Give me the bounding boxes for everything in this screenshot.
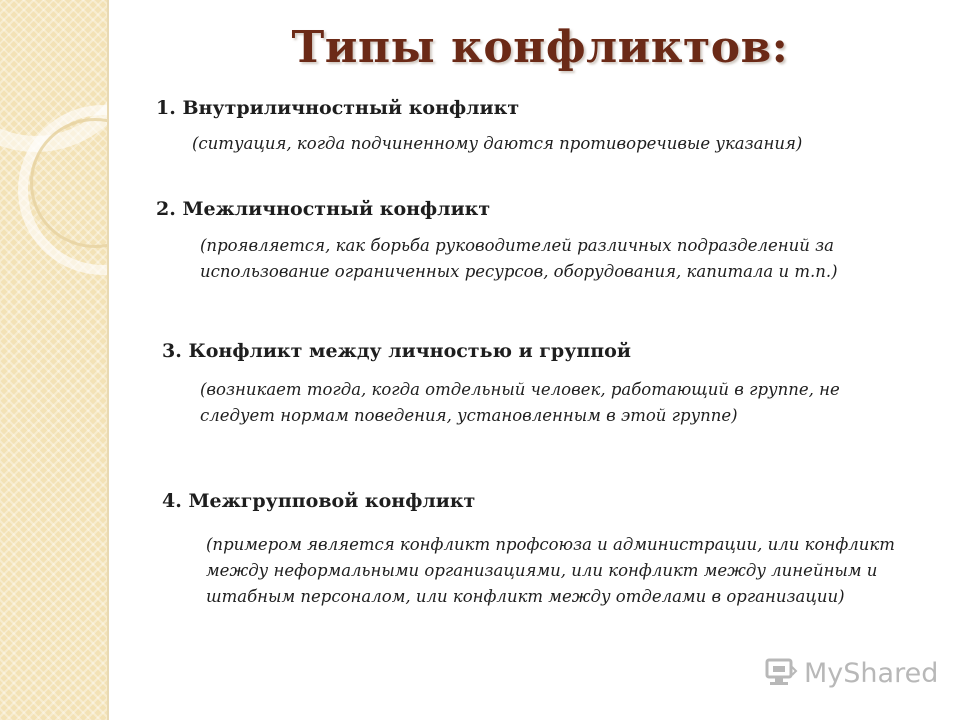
conflict-type-heading-3: 3. Конфликт между личностью и группой (162, 340, 631, 362)
conflict-type-heading-4: 4. Межгрупповой конфликт (162, 490, 476, 512)
myshared-logo-icon (764, 657, 798, 689)
slide-title: Типы конфликтов: (291, 22, 789, 73)
conflict-type-description-2: (проявляется, как борьба руководителей различных подразделений за использование ограниченных ресурсов, оборудования, капитала и т.п.) (200, 236, 838, 281)
conflict-type-heading-1: 1. Внутриличностный конфликт (156, 97, 520, 119)
watermark-text: MyShared (804, 657, 939, 689)
conflict-type-heading-2: 2. Межличностный конфликт (156, 198, 491, 220)
myshared-watermark (764, 656, 938, 690)
decorative-sidebar (0, 0, 107, 720)
conflict-type-description-3: (возникает тогда, когда отдельный человек, работающий в группе, не следует нормам поведения, установленным в этой группе) (200, 380, 840, 425)
conflict-type-description-4: (примером является конфликт профсоюза и администрации, или конфликт между неформальными организациями, или конфликт между линейным и штабным персоналом, или конфликт между отделами в организации) (206, 535, 895, 606)
sidebar-divider (107, 0, 109, 720)
conflict-type-description-1: (ситуация, когда подчиненному даются противоречивые указания) (192, 134, 803, 153)
